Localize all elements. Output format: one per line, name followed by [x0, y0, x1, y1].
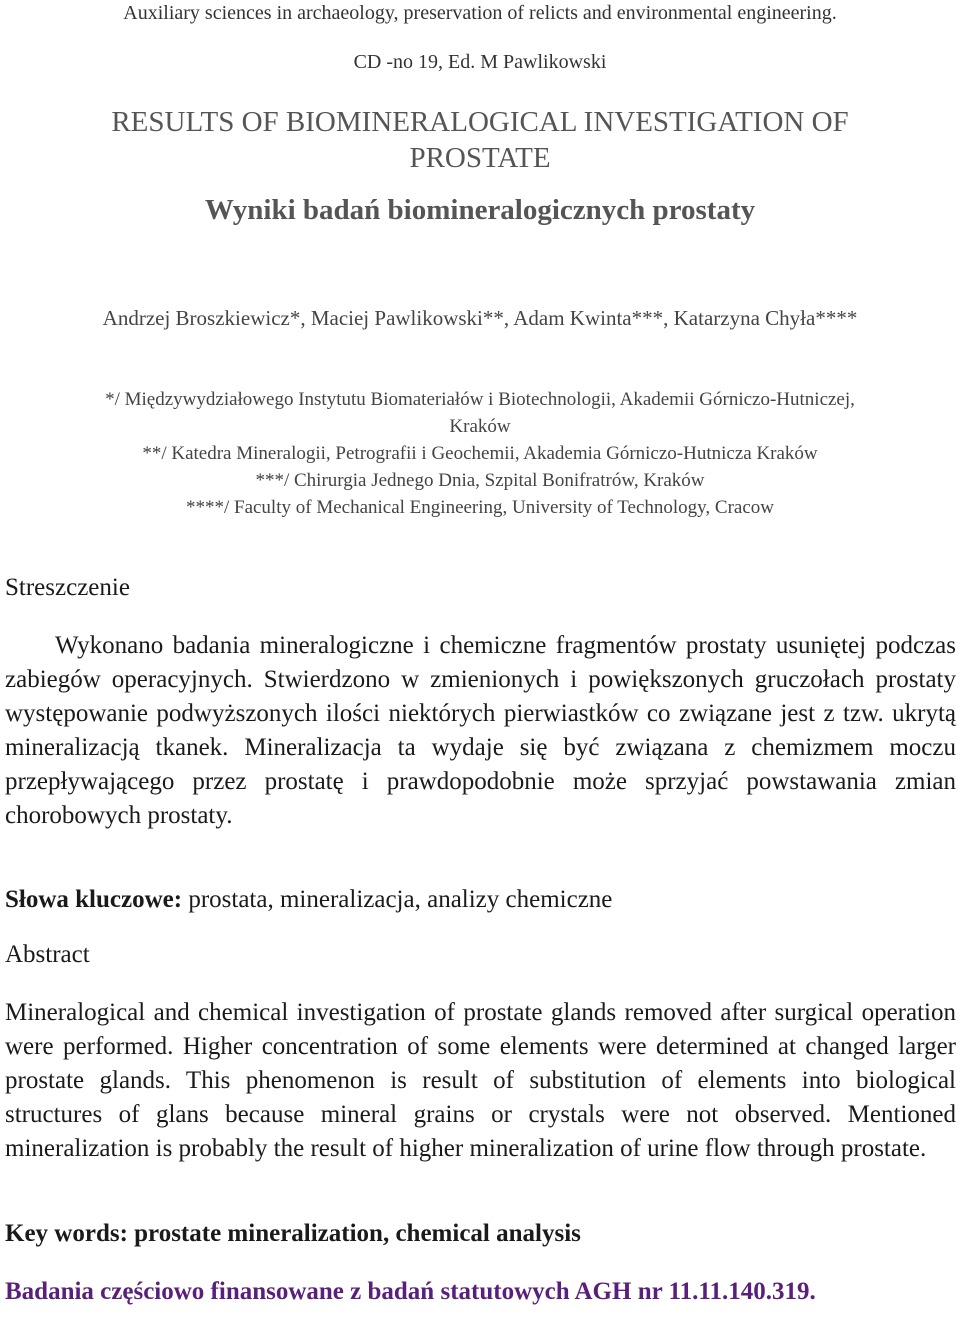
streszczenie-text: Wykonano badania mineralogiczne i chemiczne fragmentów prostaty usuniętej podczas zabiegów operacyjnych. Stwierdzono w zmienionych i powiększonych gruczołach prostaty występowanie podwyższonych ilości niektórych pierwiastków co związane jest z tzw. ukrytą mineralizacją tkanek. Mineralizacja ta wydaje się być związana z chemizmem moczu przepływającego przez prostatę i prawdopodobnie może sprzyjać powstawania zmian chorobowych prostaty. [5, 632, 956, 829]
affiliation-1: */ Międzywydziałowego Instytutu Biomateriałów i Biotechnologii, Akademii Górniczo-Hutniczej, [105, 389, 855, 410]
abstract-text: Mineralogical and chemical investigation of prostate glands removed after surgical operation were performed. Higher concentration of some elements were determined at changed larger prostate glands. This phenomenon is result of substitution of elements into biological structures of glans because mineral grains or crystals were not observed. Mentioned mineralization is probably the result of higher mineralization of urine flow through prostate. [5, 999, 956, 1162]
funding-note: Badania częściowo finansowane z badań statutowych AGH nr 11.11.140.319. [5, 1278, 816, 1305]
streszczenie-body [5, 629, 956, 833]
journal-header-line2: CD -no 19, Ed. M Pawlikowski [353, 51, 607, 73]
key-words: Key words: prostate mineralization, chemical analysis [5, 1220, 581, 1247]
affiliation-1-city: Kraków [449, 416, 511, 437]
paper-title [0, 104, 960, 176]
paper-title-line1: RESULTS OF BIOMINERALOGICAL INVESTIGATION OF [111, 106, 849, 138]
slowa-kluczowe-text: prostata, mineralizacja, analizy chemiczne [182, 886, 613, 913]
abstract-heading: Abstract [5, 941, 90, 968]
affiliations [0, 386, 960, 521]
slowa-kluczowe-label: Słowa kluczowe: [5, 886, 183, 913]
affiliation-4: ****/ Faculty of Mechanical Engineering, University of Technology, Cracow [185, 497, 775, 518]
author-list: Andrzej Broszkiewicz*, Maciej Pawlikowski**, Adam Kwinta***, Katarzyna Chyła**** [102, 306, 858, 330]
abstract-body [5, 996, 956, 1166]
paper-title-polish: Wyniki badań biomineralogicznych prostaty [204, 194, 756, 226]
affiliation-3: ***/ Chirurgia Jednego Dnia, Szpital Bonifratrów, Kraków [255, 470, 705, 491]
journal-header-line1: Auxiliary sciences in archaeology, preservation of relicts and environmental engineering. [123, 2, 837, 24]
slowa-kluczowe [5, 886, 612, 914]
paper-title-line2: PROSTATE [409, 142, 551, 174]
affiliation-2: **/ Katedra Mineralogii, Petrografii i Geochemii, Akademia Górniczo-Hutnicza Kraków [142, 443, 818, 464]
streszczenie-heading: Streszczenie [5, 574, 130, 601]
